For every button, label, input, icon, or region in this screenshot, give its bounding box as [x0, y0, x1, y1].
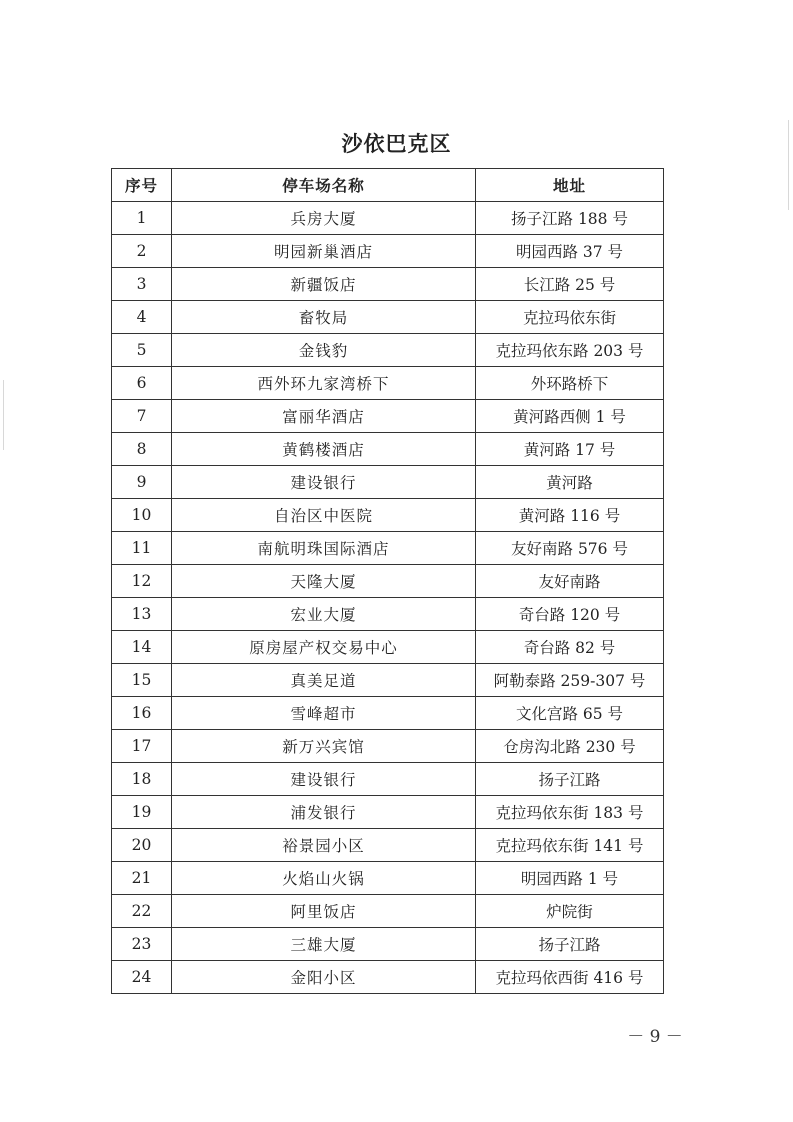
district-title: 沙依巴克区	[341, 132, 452, 156]
address-cell: 仓房沟北路 230 号	[476, 730, 664, 763]
table-row	[112, 400, 664, 433]
parking-name-cell: 原房屋产权交易中心	[172, 631, 476, 664]
address-cell: 黄河路 116 号	[476, 499, 664, 532]
serial-number-cell: 17	[112, 730, 172, 763]
address-cell: 奇台路 120 号	[476, 598, 664, 631]
serial-number-cell: 3	[112, 268, 172, 301]
scan-edge-mark-left	[3, 380, 4, 450]
table-row	[112, 202, 664, 235]
table-row	[112, 829, 664, 862]
serial-number-cell: 9	[112, 466, 172, 499]
parking-name-cell: 金钱豹	[172, 334, 476, 367]
parking-name-cell: 金阳小区	[172, 961, 476, 994]
serial-number-cell: 5	[112, 334, 172, 367]
table-row	[112, 664, 664, 697]
address-cell: 奇台路 82 号	[476, 631, 664, 664]
table-row	[112, 301, 664, 334]
parking-name-cell: 富丽华酒店	[172, 400, 476, 433]
parking-name-cell: 雪峰超市	[172, 697, 476, 730]
table-row	[112, 235, 664, 268]
serial-number-cell: 16	[112, 697, 172, 730]
parking-name-cell: 兵房大厦	[172, 202, 476, 235]
serial-number-cell: 7	[112, 400, 172, 433]
table-row	[112, 862, 664, 895]
address-cell: 扬子江路	[476, 763, 664, 796]
parking-name-cell: 三雄大厦	[172, 928, 476, 961]
table-row	[112, 631, 664, 664]
address-cell: 克拉玛依东街 183 号	[476, 796, 664, 829]
parking-name-cell: 裕景园小区	[172, 829, 476, 862]
address-cell: 扬子江路 188 号	[476, 202, 664, 235]
address-cell: 克拉玛依东街	[476, 301, 664, 334]
serial-number-cell: 4	[112, 301, 172, 334]
table-row	[112, 763, 664, 796]
serial-number-cell: 6	[112, 367, 172, 400]
address-cell: 黄河路 17 号	[476, 433, 664, 466]
table-row	[112, 499, 664, 532]
table-row	[112, 961, 664, 994]
serial-number-cell: 12	[112, 565, 172, 598]
header-serial-number: 序号	[112, 169, 172, 202]
parking-name-cell: 南航明珠国际酒店	[172, 532, 476, 565]
serial-number-cell: 21	[112, 862, 172, 895]
parking-name-cell: 黄鹤楼酒店	[172, 433, 476, 466]
page-number: － 9 －	[627, 1027, 683, 1047]
address-cell: 长江路 25 号	[476, 268, 664, 301]
address-cell: 黄河路西侧 1 号	[476, 400, 664, 433]
serial-number-cell: 15	[112, 664, 172, 697]
parking-name-cell: 自治区中医院	[172, 499, 476, 532]
table-row	[112, 928, 664, 961]
parking-name-cell: 建设银行	[172, 466, 476, 499]
address-cell: 友好南路	[476, 565, 664, 598]
table-row	[112, 367, 664, 400]
serial-number-cell: 1	[112, 202, 172, 235]
serial-number-cell: 2	[112, 235, 172, 268]
serial-number-cell: 24	[112, 961, 172, 994]
parking-name-cell: 建设银行	[172, 763, 476, 796]
address-cell: 明园西路 37 号	[476, 235, 664, 268]
address-cell: 扬子江路	[476, 928, 664, 961]
parking-name-cell: 宏业大厦	[172, 598, 476, 631]
parking-name-cell: 阿里饭店	[172, 895, 476, 928]
parking-name-cell: 西外环九家湾桥下	[172, 367, 476, 400]
table-row	[112, 697, 664, 730]
address-cell: 克拉玛依东路 203 号	[476, 334, 664, 367]
serial-number-cell: 8	[112, 433, 172, 466]
table-row	[112, 268, 664, 301]
parking-name-cell: 浦发银行	[172, 796, 476, 829]
serial-number-cell: 11	[112, 532, 172, 565]
address-cell: 克拉玛依西街 416 号	[476, 961, 664, 994]
parking-name-cell: 新疆饭店	[172, 268, 476, 301]
table-row	[112, 334, 664, 367]
address-cell: 文化宫路 65 号	[476, 697, 664, 730]
parking-name-cell: 畜牧局	[172, 301, 476, 334]
serial-number-cell: 19	[112, 796, 172, 829]
parking-name-cell: 火焰山火锅	[172, 862, 476, 895]
table-header-row	[112, 169, 664, 202]
address-cell: 炉院街	[476, 895, 664, 928]
table-row	[112, 598, 664, 631]
table-row	[112, 466, 664, 499]
address-cell: 明园西路 1 号	[476, 862, 664, 895]
table-row	[112, 730, 664, 763]
address-cell: 友好南路 576 号	[476, 532, 664, 565]
serial-number-cell: 14	[112, 631, 172, 664]
address-cell: 黄河路	[476, 466, 664, 499]
serial-number-cell: 18	[112, 763, 172, 796]
parking-name-cell: 天隆大厦	[172, 565, 476, 598]
table-row	[112, 532, 664, 565]
table-row	[112, 565, 664, 598]
address-cell: 阿勒泰路 259-307 号	[476, 664, 664, 697]
parking-name-cell: 新万兴宾馆	[172, 730, 476, 763]
header-address: 地址	[476, 169, 664, 202]
parking-name-cell: 明园新巢酒店	[172, 235, 476, 268]
address-cell: 克拉玛依东街 141 号	[476, 829, 664, 862]
table-row	[112, 433, 664, 466]
table-row	[112, 895, 664, 928]
header-parking-name: 停车场名称	[172, 169, 476, 202]
parking-name-cell: 真美足道	[172, 664, 476, 697]
serial-number-cell: 23	[112, 928, 172, 961]
address-cell: 外环路桥下	[476, 367, 664, 400]
parking-lot-table	[111, 168, 664, 994]
serial-number-cell: 10	[112, 499, 172, 532]
table-row	[112, 796, 664, 829]
serial-number-cell: 20	[112, 829, 172, 862]
serial-number-cell: 13	[112, 598, 172, 631]
serial-number-cell: 22	[112, 895, 172, 928]
